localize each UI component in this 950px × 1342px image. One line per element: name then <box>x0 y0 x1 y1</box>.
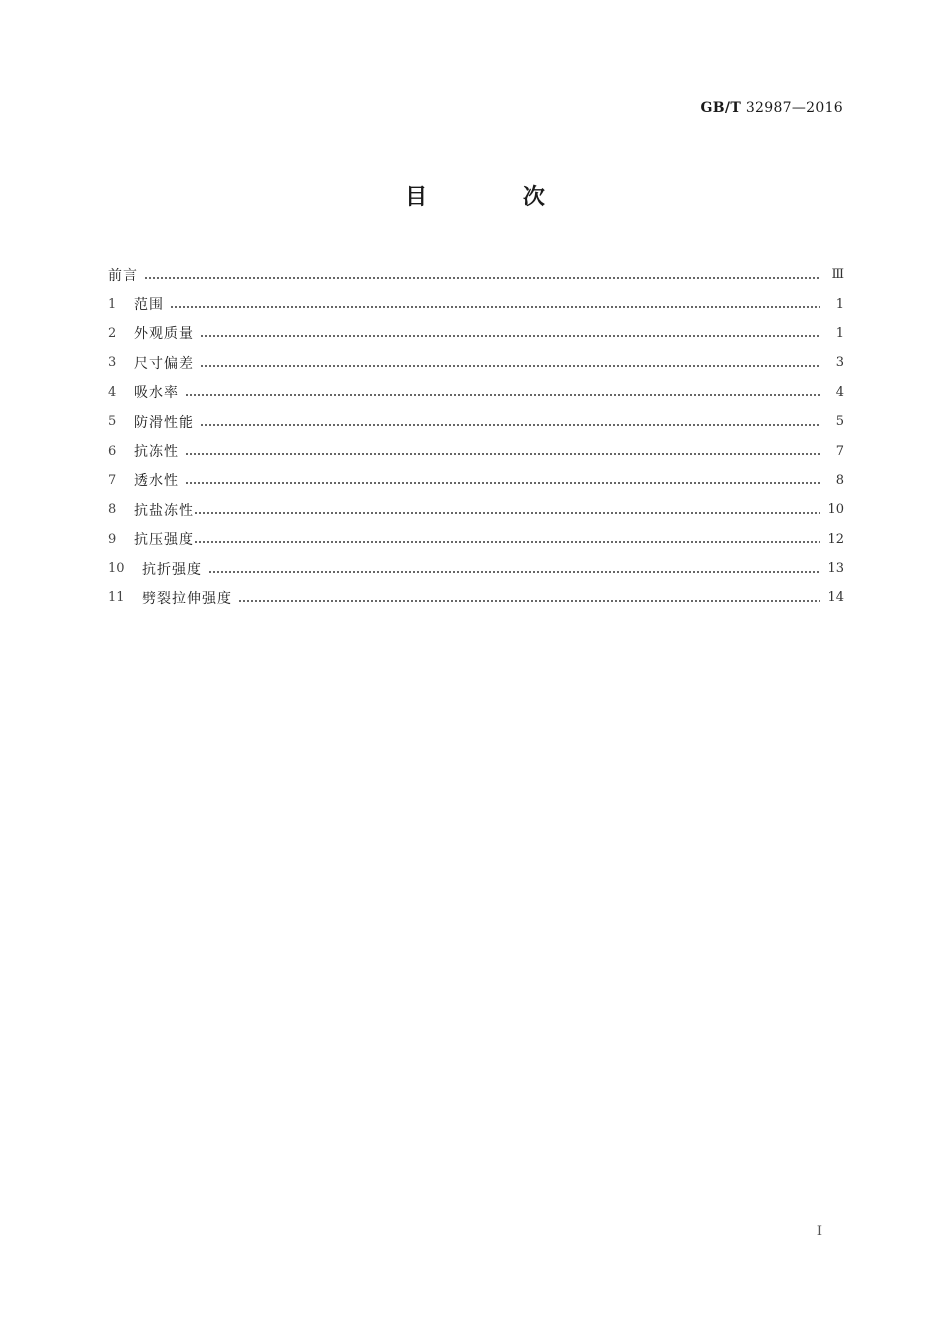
toc-entry-number: 2 <box>108 325 117 341</box>
toc-dot-leader <box>185 394 820 396</box>
toc-dot-leader <box>200 365 820 367</box>
toc-entry-number: 9 <box>108 531 117 547</box>
toc-dot-leader <box>185 482 820 484</box>
standard-prefix: GB/T <box>700 100 742 116</box>
toc-entry-page: 5 <box>835 414 844 430</box>
toc-entry-label: 防滑性能 <box>134 414 194 431</box>
toc-entry-label: 吸水率 <box>134 385 179 402</box>
toc-entry-water-absorption[interactable] <box>108 378 844 407</box>
toc-dot-leader <box>185 453 820 455</box>
toc-entry-salt-frost-resistance[interactable] <box>108 495 844 524</box>
toc-dot-leader <box>238 600 820 602</box>
toc-entry-label: 抗冻性 <box>134 444 179 461</box>
table-of-contents <box>108 260 844 613</box>
toc-dot-leader <box>194 541 820 543</box>
toc-dot-leader <box>208 571 820 573</box>
toc-entry-permeability[interactable] <box>108 466 844 495</box>
toc-entry-number: 5 <box>108 414 117 430</box>
toc-entry-page: 1 <box>835 325 844 341</box>
toc-entry-page: 12 <box>827 531 844 547</box>
toc-entry-number: 7 <box>108 472 117 488</box>
toc-entry-page: 1 <box>835 296 844 312</box>
toc-entry-label: 前言 <box>108 267 138 284</box>
toc-entry-label: 抗盐冻性 <box>134 502 194 519</box>
toc-entry-scope[interactable] <box>108 289 844 318</box>
toc-entry-splitting-tensile-strength[interactable] <box>108 583 844 612</box>
toc-entry-frost-resistance[interactable] <box>108 436 844 465</box>
toc-entry-dimension[interactable] <box>108 348 844 377</box>
page-number: I <box>816 1224 822 1239</box>
toc-entry-number: 3 <box>108 355 117 371</box>
toc-entry-number: 1 <box>108 296 117 312</box>
toc-entry-number: 10 <box>108 561 125 577</box>
toc-entry-page: Ⅲ <box>831 267 844 283</box>
toc-entry-page: 3 <box>835 355 844 371</box>
toc-dot-leader <box>194 512 820 514</box>
toc-entry-flexural-strength[interactable] <box>108 554 844 583</box>
toc-entry-page: 4 <box>835 384 844 400</box>
toc-entry-appearance[interactable] <box>108 319 844 348</box>
standard-code <box>701 100 843 116</box>
toc-entry-compressive-strength[interactable] <box>108 525 844 554</box>
toc-dot-leader <box>200 424 820 426</box>
toc-entry-page: 7 <box>835 443 844 459</box>
toc-entry-label: 范围 <box>134 297 164 314</box>
toc-entry-label: 抗折强度 <box>142 561 202 578</box>
toc-entry-label: 抗压强度 <box>134 532 194 549</box>
toc-entry-slip-resistance[interactable] <box>108 407 844 436</box>
toc-entry-page: 14 <box>827 590 844 606</box>
toc-entry-label: 透水性 <box>134 473 179 490</box>
toc-entry-number: 11 <box>108 590 125 606</box>
standard-number: 32987—2016 <box>745 100 843 116</box>
toc-dot-leader <box>144 277 820 279</box>
toc-dot-leader <box>200 335 820 337</box>
toc-entry-page: 10 <box>827 502 844 518</box>
toc-entry-page: 8 <box>835 472 844 488</box>
toc-entry-number: 6 <box>108 443 117 459</box>
toc-entry-label: 劈裂拉伸强度 <box>142 590 232 607</box>
toc-entry-number: 4 <box>108 384 117 400</box>
toc-entry-preface[interactable] <box>108 260 844 289</box>
toc-entry-page: 13 <box>827 561 844 577</box>
toc-entry-label: 外观质量 <box>134 326 194 343</box>
toc-dot-leader <box>170 306 820 308</box>
toc-entry-label: 尺寸偏差 <box>134 355 194 372</box>
toc-entry-number: 8 <box>108 502 117 518</box>
page-title: 目 次 <box>405 185 589 210</box>
